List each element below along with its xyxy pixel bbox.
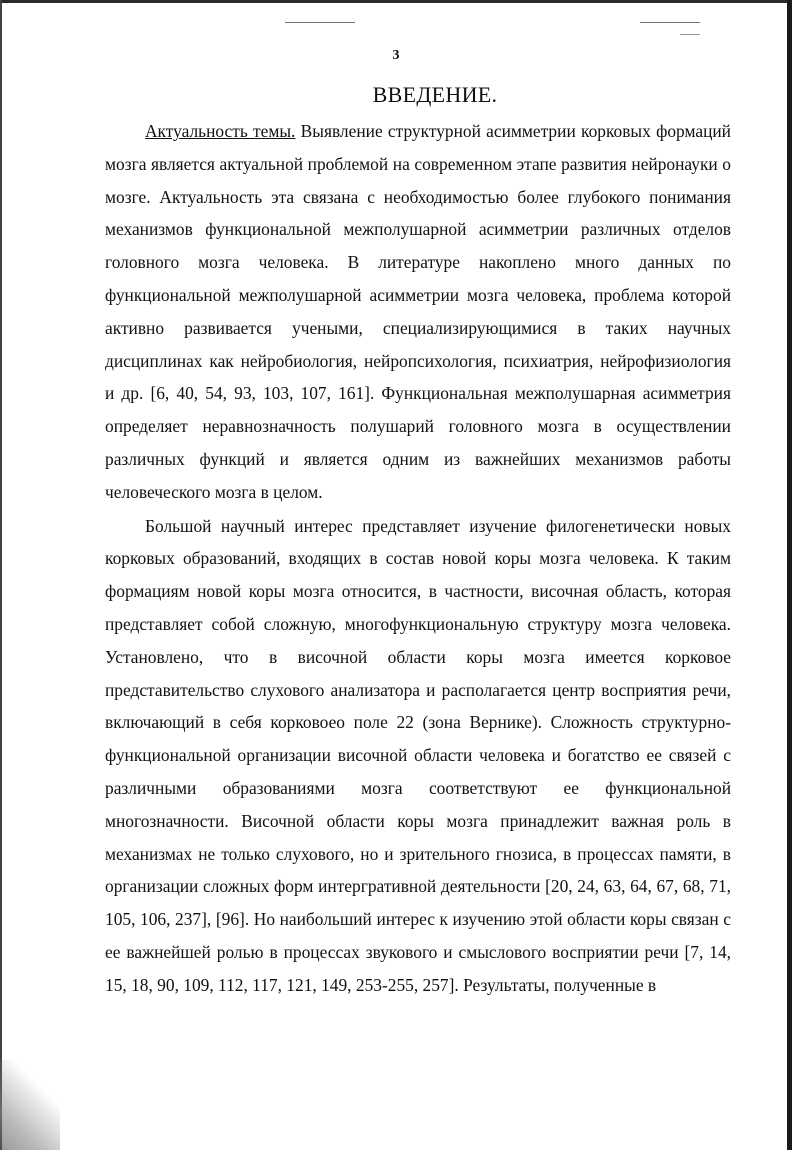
scan-mark (640, 22, 700, 23)
scan-mark (680, 34, 700, 35)
paragraph-text: Большой научный интерес представляет изучение филогенетически новых корковых образований, входящих в состав новой коры мозга человека. К таким формациям новой коры мозга относится, в частности, височная область, которая представляет собой сложную, многофункциональную структуру мозга человека. Установлено, что в височной области коры мозга имеется корковое представительство слухового анализатора и располагается центр восприятия речи, включающий в себя корковоео поле 22 (зона Вернике). Сложность структурно-функциональной организации височной области человека и богатство ее связей с различными образованиями мозга соответствуют ее функциональной многозначности. Височной области коры мозга принадлежит важная роль в механизмах не только слухового, но и зрительного гнозиса, в процессах памяти, в организации сложных форм интергративной деятельности [20, 24, 63, 64, 67, 68, 71, 105, 106, 237], [96]. Но наибольший интерес к изучению этой области коры связан с ее важнейшей ролью в процессах звукового и смыслового восприятии речи [7, 14, 15, 18, 90, 109, 112, 117, 121, 149, 253-255, 257]. Результаты, полученные в (105, 515, 731, 995)
scan-mark (285, 22, 355, 23)
scan-edge-top (0, 0, 792, 3)
scan-corner-smudge (0, 1060, 60, 1150)
paragraph-text: Выявление структурной асимметрии корковых формаций мозга является актуальной проблемой на современном этапе развития нейронауки о мозге. Актуальность эта связана с необходимостью более глубокого понимания механизмов функциональной межполушарной асимметрии различных отделов головного мозга человека. В литературе накоплено много данных по функциональной межполушарной асимметрии мозга человека, проблема которой активно развивается учеными, специализирующимися в таких научных дисциплинах как нейробиология, нейропсихология, психиатрия, нейрофизиология и др. [6, 40, 54, 93, 103, 107, 161]. Функциональная межполушарная асимметрия определяет неравнозначность полушарий головного мозга в осуществлении различных функций и является одним из важнейших механизмов работы человеческого мозга в целом. (105, 121, 731, 502)
body-text (105, 115, 731, 1003)
paragraph-lead: Актуальность темы. (145, 121, 296, 141)
paragraph-temporal-region (105, 510, 731, 1002)
scan-edge-left (0, 0, 2, 1150)
scan-edge-right (787, 0, 792, 1150)
paragraph-relevance (105, 115, 731, 509)
page-number: 3 (392, 48, 400, 63)
section-heading: ВВЕДЕНИЕ. (372, 82, 498, 107)
